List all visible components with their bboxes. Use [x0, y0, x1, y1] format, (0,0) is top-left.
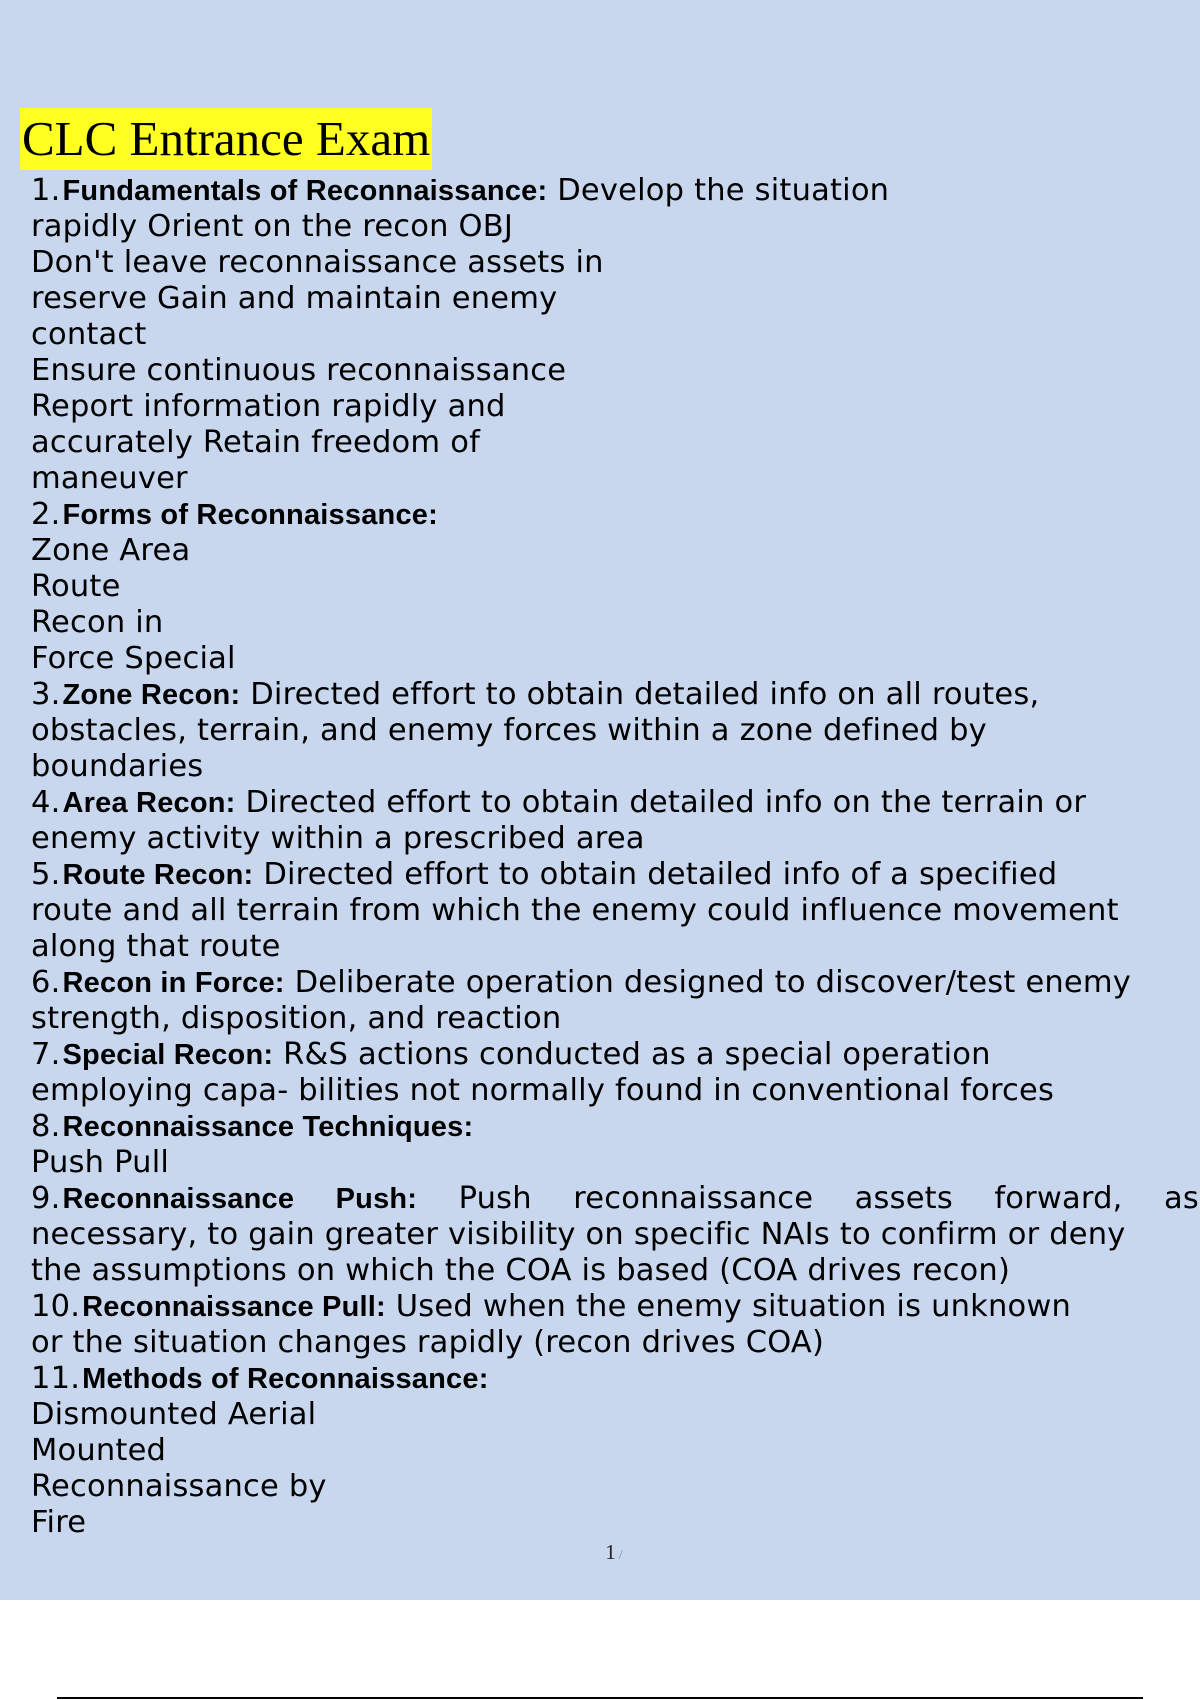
- list-item: [31, 677, 1199, 713]
- item-text-line: obstacles, terrain, and enemy forces within a zone defined by: [31, 713, 987, 748]
- item-term: Recon in Force:: [62, 967, 285, 999]
- item-text-word: reconnaissance: [573, 1181, 814, 1216]
- item-text-line: Force Special: [31, 641, 236, 676]
- item-text-line: strength, disposition, and reaction: [31, 1001, 562, 1036]
- item-text-line: employing capa- bilities not normally found in conventional forces: [31, 1073, 1055, 1108]
- item-text-line: enemy activity within a prescribed area: [31, 821, 645, 856]
- item-number: 8.: [31, 1109, 61, 1144]
- item-number: 1.: [31, 173, 61, 208]
- item-text-line: route and all terrain from which the enemy could influence movement: [31, 893, 1119, 928]
- item-number: 3.: [31, 677, 61, 712]
- item-number: 9.: [31, 1181, 61, 1216]
- document-body: [31, 173, 1199, 1541]
- item-text: Directed effort to obtain detailed info of a specified: [253, 857, 1058, 892]
- item-text-line: Zone Area: [31, 533, 191, 568]
- item-text-line: contact: [31, 317, 147, 352]
- item-text-line: Reconnaissance by: [31, 1469, 327, 1504]
- item-number: 7.: [31, 1037, 61, 1072]
- item-text-line: Push Pull: [31, 1145, 170, 1180]
- list-item: [31, 1289, 1199, 1325]
- item-text: Develop the situation: [547, 173, 890, 208]
- item-text-line: reserve Gain and maintain enemy: [31, 281, 558, 316]
- item-text-line: Report information rapidly and: [31, 389, 506, 424]
- item-text-line: accurately Retain freedom of: [31, 425, 481, 460]
- item-text-line: Recon in: [31, 605, 164, 640]
- list-item: [31, 1181, 1199, 1217]
- item-text-line: Route: [31, 569, 121, 604]
- document-title: CLC Entrance Exam: [20, 108, 432, 170]
- item-text-line: Don't leave reconnaissance assets in: [31, 245, 604, 280]
- item-text-line: or the situation changes rapidly (recon drives COA): [31, 1325, 825, 1360]
- item-text-word: Push: [458, 1181, 532, 1216]
- item-term: Reconnaissance Techniques:: [62, 1111, 474, 1143]
- list-item: [31, 1361, 1199, 1397]
- item-text-word: assets: [854, 1181, 953, 1216]
- item-number: 2.: [31, 497, 61, 532]
- item-text-line: maneuver: [31, 461, 188, 496]
- item-number: 4.: [31, 785, 61, 820]
- list-item: [31, 497, 1199, 533]
- item-text-line: Mounted: [31, 1433, 167, 1468]
- item-text-line: along that route: [31, 929, 281, 964]
- item-text: Deliberate operation designed to discover/test enemy: [284, 965, 1132, 1000]
- item-text-word: forward,: [994, 1181, 1123, 1216]
- item-text: Used when the enemy situation is unknown: [385, 1289, 1072, 1324]
- item-term: Route Recon:: [62, 859, 254, 891]
- item-text-line: boundaries: [31, 749, 204, 784]
- item-text: R&S actions conducted as a special operation: [273, 1037, 991, 1072]
- list-item: [31, 965, 1199, 1001]
- item-term: Methods of Reconnaissance:: [82, 1363, 489, 1395]
- list-item: [31, 173, 1199, 209]
- list-item: [31, 1109, 1199, 1145]
- item-term: Special Recon:: [62, 1039, 274, 1071]
- item-term: Zone Recon:: [62, 679, 241, 711]
- item-number: 5.: [31, 857, 61, 892]
- item-term: Push:: [335, 1183, 418, 1215]
- page-divider: [57, 1697, 1143, 1699]
- item-text-word: as: [1163, 1181, 1199, 1216]
- item-term: Fundamentals of Reconnaissance:: [62, 175, 548, 207]
- item-text-line: the assumptions on which the COA is based (COA drives recon): [31, 1253, 1011, 1288]
- item-number: 10.: [31, 1289, 81, 1324]
- page-number-value: 1: [605, 1540, 616, 1564]
- list-item: [31, 857, 1199, 893]
- item-text-line: necessary, to gain greater visibility on specific NAIs to confirm or deny: [31, 1217, 1126, 1252]
- item-term: Reconnaissance: [62, 1183, 295, 1215]
- item-text-line: rapidly Orient on the recon OBJ: [31, 209, 514, 244]
- list-item: [31, 785, 1199, 821]
- item-text: Directed effort to obtain detailed info on the terrain or: [235, 785, 1087, 820]
- item-number: 6.: [31, 965, 61, 1000]
- item-text-line: Fire: [31, 1505, 87, 1540]
- item-text-line: Ensure continuous reconnaissance: [31, 353, 567, 388]
- item-term: Reconnaissance Pull:: [82, 1291, 386, 1323]
- item-text: Directed effort to obtain detailed info on all routes,: [240, 677, 1040, 712]
- list-item: [31, 1037, 1199, 1073]
- item-number: 11.: [31, 1361, 81, 1396]
- item-term: Area Recon:: [62, 787, 236, 819]
- page-number: [0, 1540, 1200, 1565]
- page-number-suffix: /: [618, 1548, 623, 1563]
- item-term: Forms of Reconnaissance:: [62, 499, 438, 531]
- item-text-line: Dismounted Aerial: [31, 1397, 317, 1432]
